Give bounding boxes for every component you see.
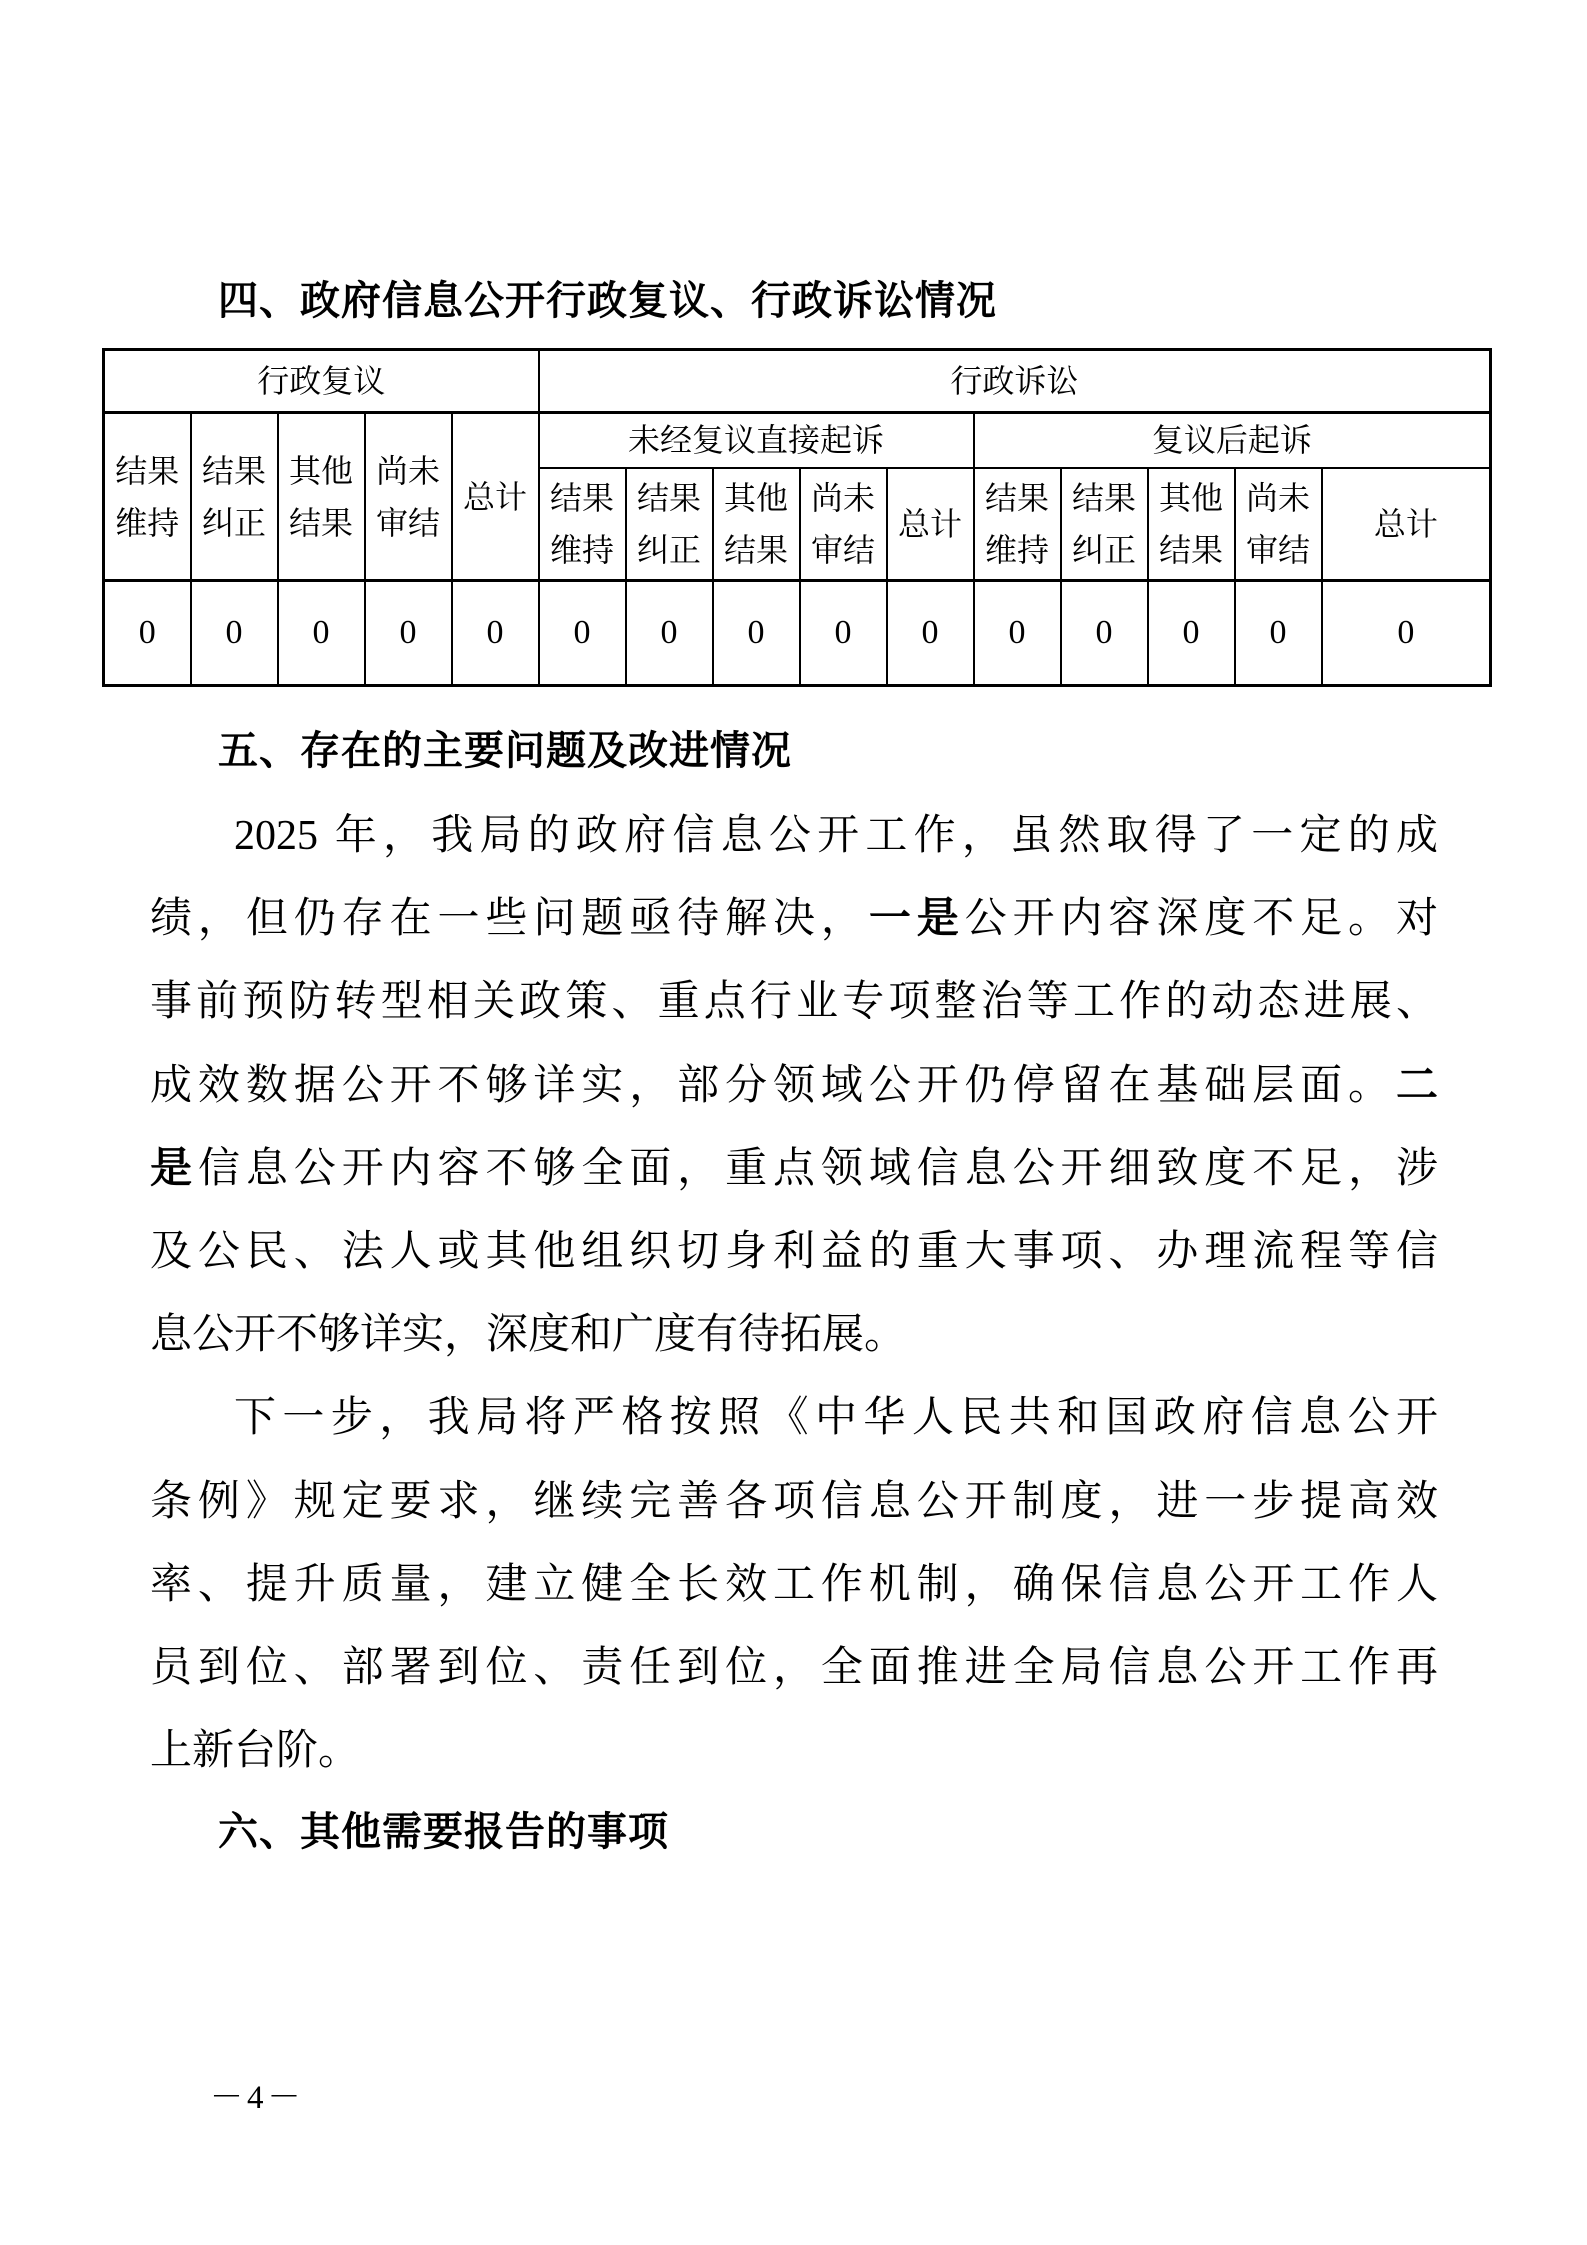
body-line [150,1045,1438,1128]
value-direct-pending: 0 [800,581,887,686]
col-header-direct-result-upheld: 结果 维持 [539,468,626,581]
subgroup-header-direct-suit: 未经复议直接起诉 [539,413,974,468]
text-run: 绩，但仍存在一些问题亟待解决， [150,896,869,943]
group-header-review: 行政复议 [104,350,539,413]
col-header-after-pending: 尚未 审结 [1235,468,1322,581]
body-line [150,1211,1438,1294]
value-after-total: 0 [1322,581,1491,686]
value-review-total: 0 [452,581,539,686]
col-header-after-result-upheld: 结果 维持 [974,468,1061,581]
body-line [150,795,1438,878]
text-run: 上新台阶。 [150,1728,361,1775]
col-header-review-result-upheld: 结果 维持 [104,413,191,581]
body-line [150,1128,1438,1211]
section6-heading: 六、其他需要报告的事项 [218,1810,669,1854]
value-after-other-result: 0 [1148,581,1235,686]
body-line [150,878,1438,961]
value-direct-other-result: 0 [713,581,800,686]
col-header-direct-pending: 尚未 审结 [800,468,887,581]
value-after-result-upheld: 0 [974,581,1061,686]
text-run: 成效数据公开不够详实，部分领域公开仍停留在基础层面。 [150,1062,1396,1109]
text-run: 及公民、法人或其他组织切身利益的重大事项、办理流程等信 [150,1228,1438,1275]
body-line [150,1294,1438,1377]
body-line [150,1544,1438,1627]
col-header-review-other-result: 其他 结果 [278,413,365,581]
col-header-after-total: 总计 [1322,468,1491,581]
value-direct-total: 0 [887,581,974,686]
text-run: 率、提升质量，建立健全长效工作机制，确保信息公开工作人 [150,1561,1438,1608]
bold-run: 是 [150,1145,198,1192]
group-header-litigation: 行政诉讼 [539,350,1491,413]
body-text [150,795,1438,1793]
value-after-result-corrected: 0 [1061,581,1148,686]
col-header-review-pending: 尚未 审结 [365,413,452,581]
text-run: 下一步，我局将严格按照《中华人民共和国政府信息公开 [234,1395,1438,1442]
text-run: 信息公开内容不够全面，重点领域信息公开细致度不足，涉 [197,1145,1438,1192]
value-review-other-result: 0 [278,581,365,686]
col-header-review-result-corrected: 结果 纠正 [191,413,278,581]
col-header-after-other-result: 其他 结果 [1148,468,1235,581]
value-review-result-corrected: 0 [191,581,278,686]
text-run: 事前预防转型相关政策、重点行业专项整治等工作的动态进展、 [150,979,1438,1026]
body-line [150,1627,1438,1710]
value-direct-result-corrected: 0 [626,581,713,686]
text-run: 条例》规定要求，继续完善各项信息公开制度，进一步提高效 [150,1478,1438,1525]
text-run: 员到位、部署到位、责任到位，全面推进全局信息公开工作再 [150,1644,1438,1691]
table-row [104,581,1491,686]
body-line [150,1377,1438,1460]
text-run: 公开内容深度不足。对 [964,896,1438,943]
col-header-review-total: 总计 [452,413,539,581]
body-line [150,961,1438,1044]
body-line [150,1710,1438,1793]
bold-run: 一是 [868,896,965,943]
text-run: 息公开不够详实，深度和广度有待拓展。 [150,1312,907,1359]
text-run: 2025 年，我局的政府信息公开工作，虽然取得了一定的成 [234,813,1438,859]
section5-heading: 五、存在的主要问题及改进情况 [218,729,792,773]
value-direct-result-upheld: 0 [539,581,626,686]
col-header-direct-result-corrected: 结果 纠正 [626,468,713,581]
reconsideration-litigation-table [102,348,1492,687]
value-review-pending: 0 [365,581,452,686]
page-number: －4－ [210,2080,305,2116]
col-header-after-result-corrected: 结果 纠正 [1061,468,1148,581]
col-header-direct-total: 总计 [887,468,974,581]
value-after-pending: 0 [1235,581,1322,686]
col-header-direct-other-result: 其他 结果 [713,468,800,581]
section4-heading: 四、政府信息公开行政复议、行政诉讼情况 [218,279,997,323]
bold-run: 二 [1395,1062,1438,1109]
value-review-result-upheld: 0 [104,581,191,686]
subgroup-header-after-review-suit: 复议后起诉 [974,413,1491,468]
body-line [150,1461,1438,1544]
